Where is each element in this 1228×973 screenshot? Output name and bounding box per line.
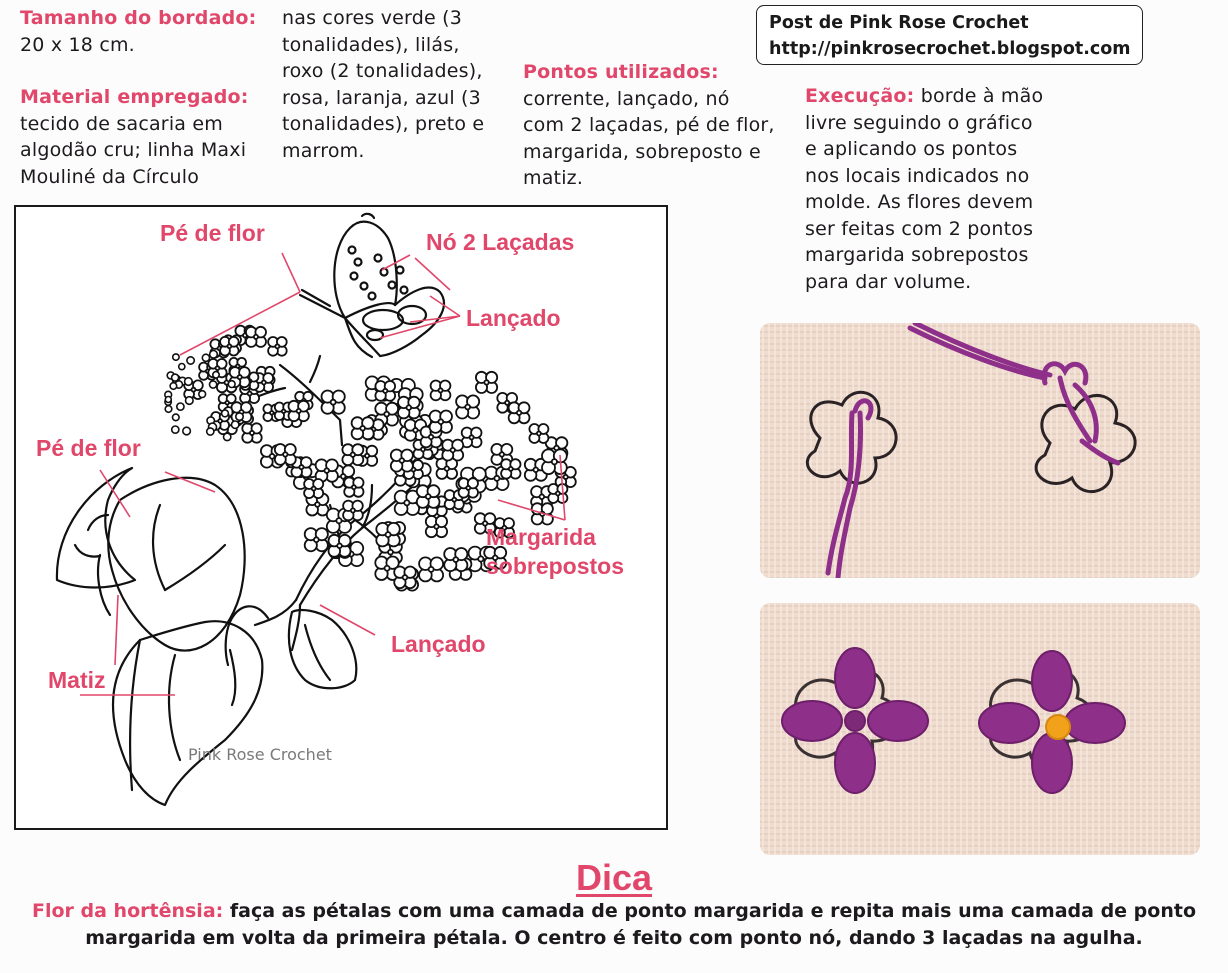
colors-line: roxo (2 tonalidades), [282,60,483,82]
label-pe-de-flor-left: Pé de flor [36,435,141,461]
material-line: Mouliné da Círculo [20,165,200,188]
pattern-flower [305,528,328,551]
pattern-knot-dot [224,433,231,440]
pattern-knot-dot [186,397,194,405]
execution-line: margarida sobrepostos [805,244,1029,266]
pattern-flower [268,337,287,356]
colors-line: nas cores verde (3 [282,7,463,29]
label-lancado-bottom: Lançado [391,631,486,657]
pattern-flower [220,337,239,356]
pattern-knot-dot [165,397,171,403]
size-label: Tamanho do bordado: [20,7,257,29]
execution-label: Execução: [805,85,915,107]
execution-line: nos locais indicados no [805,164,1030,187]
tip-text [0,898,1228,952]
pattern-knot-dot [187,357,194,364]
pattern-knot-dot [213,372,219,378]
pattern-flower [442,440,463,461]
pattern-knot-dot [185,378,193,386]
tip-label: Flor da hortênsia: [31,900,224,922]
pattern-flower [344,478,363,497]
stitches-line: corrente, lançado, nó [523,87,730,110]
tip-title: Dica [575,857,653,898]
pattern-knot-dot [170,383,177,390]
colors-line: tonalidades), lilás, [282,33,460,56]
pattern-flower [304,479,323,498]
pattern-flower [343,501,363,521]
pattern-flower [419,557,443,581]
pattern-flower [242,423,261,442]
pattern-knot-dot [177,403,184,410]
stitches-line: matiz. [523,167,584,189]
material-line: algodão cru; linha Maxi [20,139,247,161]
pattern-knot-dot [210,351,218,359]
pattern-flower [246,327,266,347]
pattern-flower [430,411,452,433]
execution-line: para dar volume. [805,270,972,293]
label-margarida [486,523,624,581]
pattern-flower [394,567,416,589]
pattern-flower [462,428,482,448]
butterfly-drawing [300,214,444,357]
tip-line-1 [0,898,1228,925]
label-margarida-line2: sobrepostos [486,553,625,579]
pattern-knot-dot [179,364,185,370]
pattern-flower [395,491,419,515]
label-matiz: Matiz [48,667,106,693]
pattern-flower [529,424,548,443]
pattern-flower [509,402,530,423]
pattern-flower [444,548,467,571]
pattern-flower [289,401,309,421]
execution-line: ser feitas com 2 pontos [805,217,1034,240]
pattern-knot-dot [210,381,217,388]
pattern-knot-dot [172,426,179,433]
pattern-knot-dot [236,413,243,420]
label-pe-de-flor-top: Pé de flor [160,220,265,246]
fabric-photo-top [760,323,1200,578]
photo-stitch-in-progress [760,323,1200,578]
pattern-flower [391,450,413,472]
pattern-flower [398,397,420,419]
stitches-line: com 2 laçadas, pé de flor, [523,114,775,136]
pattern-flower [459,478,478,497]
colors-line: rosa, laranja, azul (3 [282,86,481,109]
fabric-photo-bottom [760,603,1200,855]
pattern-knot-dot [207,428,214,435]
pattern-flower [275,444,296,465]
photo-finished-flowers [760,603,1200,855]
pattern-knot-dot [202,354,209,361]
pattern-flower [352,417,374,439]
label-margarida-line1: Margarida [486,524,596,550]
tip-text-2: margarida em volta da primeira pétala. O centro é feito com ponto nó, dando 3 laçadas na agulha. [85,927,1143,949]
credit-title: Post de Pink Rose Crochet [769,13,1029,33]
pattern-flower [426,516,447,537]
pattern-knot-dot [173,414,180,421]
pattern-knot-dot [199,391,206,398]
pattern-knot-dot [165,406,172,413]
size-value: 20 x 18 cm. [20,33,135,56]
label-no-2-lacadas: Nó 2 Laçadas [426,229,575,255]
stitches-label: Pontos utilizados: [523,61,719,83]
pattern-knot-dot [183,427,191,435]
pattern-flower [375,381,395,401]
execution-line: molde. As flores devem [805,191,1034,213]
pattern-flower [376,523,400,547]
pattern-flower [322,391,345,414]
execution-line: livre seguindo o gráfico [805,111,1033,134]
pattern-flower [431,381,451,401]
tip-text-1: faça as pétalas com uma camada de ponto margarida e repita mais uma camada de ponto [223,900,1196,922]
pattern-flower [437,458,458,479]
credit-url[interactable]: http://pinkrosecrochet.blogspot.com [769,39,1131,59]
colors-line: marrom. [282,139,365,162]
pattern-flower [417,485,440,508]
label-lancado-top: Lançado [466,305,561,331]
pattern-knot-dot [172,374,179,381]
pattern-flower [542,449,567,474]
pattern-flower [476,372,497,393]
execution-line: e aplicando os pontos [805,138,1018,160]
material-line: tecido de sacaria em [20,112,223,135]
pattern-flower [329,535,351,557]
material-label: Material empregado: [20,86,249,108]
pattern-knot-dot [222,410,229,417]
pattern-flower [548,484,567,503]
pattern-knot-dot [228,381,235,388]
pattern-flower [342,444,363,465]
pattern-flower [501,459,520,478]
pattern-flower [456,395,479,418]
stitches-line: margarida, sobreposto e [523,140,761,163]
watermark: Pink Rose Crochet [188,745,332,764]
execution-first: borde à mão [914,85,1044,107]
colors-line: tonalidades), preto e [282,113,485,135]
pattern-knot-dot [173,354,179,360]
pattern-knot-dot [232,421,239,428]
